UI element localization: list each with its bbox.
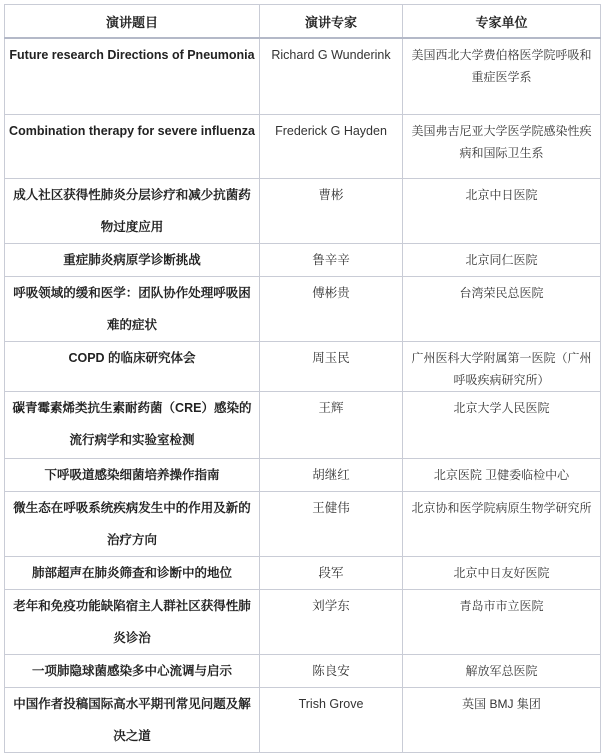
organization-cell: 美国西北大学费伯格医学院呼吸和重症医学系 xyxy=(403,38,601,115)
topic-cell: 中国作者投稿国际高水平期刊常见问题及解决之道 xyxy=(5,688,260,753)
speaker-cell: 曹彬 xyxy=(260,179,403,244)
header-organization: 专家单位 xyxy=(403,5,601,39)
speaker-cell: 傅彬贵 xyxy=(260,277,403,342)
speaker-cell: 鲁辛辛 xyxy=(260,244,403,277)
speaker-cell: Frederick G Hayden xyxy=(260,115,403,179)
organization-cell: 解放军总医院 xyxy=(403,655,601,688)
table-header-row xyxy=(5,5,601,39)
organization-cell: 英国 BMJ 集团 xyxy=(403,688,601,753)
speaker-cell: 陈良安 xyxy=(260,655,403,688)
topic-cell: 呼吸领域的缓和医学：团队协作处理呼吸困难的症状 xyxy=(5,277,260,342)
table-row xyxy=(5,179,601,244)
organization-cell: 北京协和医学院病原生物学研究所 xyxy=(403,492,601,557)
table-row xyxy=(5,655,601,688)
table-row xyxy=(5,557,601,590)
topic-cell: 下呼吸道感染细菌培养操作指南 xyxy=(5,459,260,492)
topic-cell: 肺部超声在肺炎筛查和诊断中的地位 xyxy=(5,557,260,590)
table-row xyxy=(5,115,601,179)
organization-cell: 北京同仁医院 xyxy=(403,244,601,277)
table-row xyxy=(5,392,601,459)
organization-cell: 青岛市市立医院 xyxy=(403,590,601,655)
organization-cell: 北京医院 卫健委临检中心 xyxy=(403,459,601,492)
speaker-schedule-table xyxy=(4,4,601,753)
header-speaker: 演讲专家 xyxy=(260,5,403,39)
table-row xyxy=(5,38,601,115)
topic-cell: 一项肺隐球菌感染多中心流调与启示 xyxy=(5,655,260,688)
table-row xyxy=(5,277,601,342)
speaker-cell: Trish Grove xyxy=(260,688,403,753)
table-row xyxy=(5,688,601,753)
topic-cell: 碳青霉素烯类抗生素耐药菌（CRE）感染的流行病学和实验室检测 xyxy=(5,392,260,459)
speaker-cell: Richard G Wunderink xyxy=(260,38,403,115)
speaker-cell: 刘学东 xyxy=(260,590,403,655)
organization-cell: 北京中日医院 xyxy=(403,179,601,244)
topic-cell: Combination therapy for severe influenza xyxy=(5,115,260,179)
topic-cell: Future research Directions of Pneumonia xyxy=(5,38,260,115)
table-row xyxy=(5,342,601,392)
organization-cell: 北京中日友好医院 xyxy=(403,557,601,590)
topic-cell: 成人社区获得性肺炎分层诊疗和减少抗菌药物过度应用 xyxy=(5,179,260,244)
organization-cell: 台湾荣民总医院 xyxy=(403,277,601,342)
speaker-cell: 周玉民 xyxy=(260,342,403,392)
speaker-cell: 王健伟 xyxy=(260,492,403,557)
speaker-cell: 胡继红 xyxy=(260,459,403,492)
organization-cell: 广州医科大学附属第一医院（广州呼吸疾病研究所） xyxy=(403,342,601,392)
header-topic: 演讲题目 xyxy=(5,5,260,39)
table-row xyxy=(5,244,601,277)
speaker-cell: 王辉 xyxy=(260,392,403,459)
speaker-cell: 段军 xyxy=(260,557,403,590)
topic-cell: 微生态在呼吸系统疾病发生中的作用及新的治疗方向 xyxy=(5,492,260,557)
topic-cell: COPD 的临床研究体会 xyxy=(5,342,260,392)
table-row xyxy=(5,459,601,492)
topic-cell: 重症肺炎病原学诊断挑战 xyxy=(5,244,260,277)
table-row xyxy=(5,492,601,557)
topic-cell: 老年和免疫功能缺陷宿主人群社区获得性肺炎诊治 xyxy=(5,590,260,655)
table-row xyxy=(5,590,601,655)
organization-cell: 北京大学人民医院 xyxy=(403,392,601,459)
organization-cell: 美国弗吉尼亚大学医学院感染性疾病和国际卫生系 xyxy=(403,115,601,179)
